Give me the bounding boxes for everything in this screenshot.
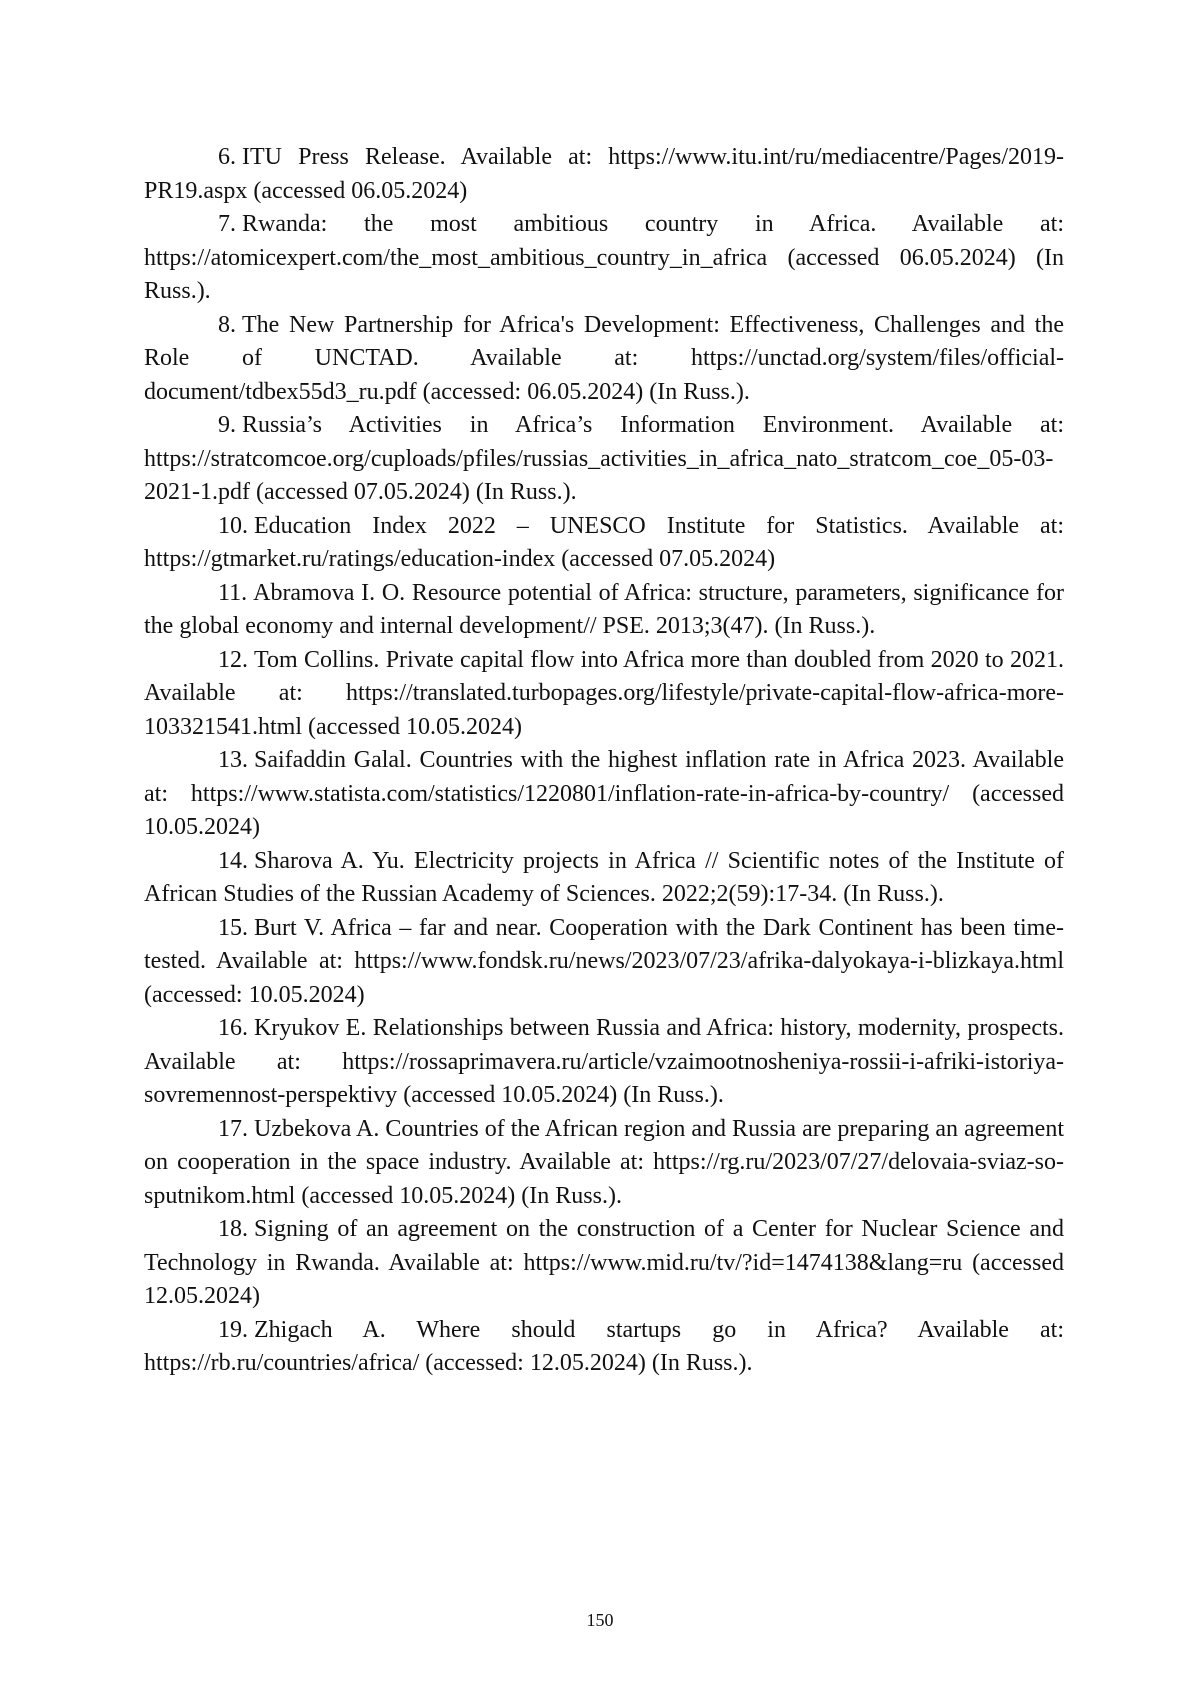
reference-item <box>144 208 1064 309</box>
reference-text: Education Index 2022 – UNESCO Institute for Statistics. Available at: https://gtmarket.ru/ratings/education-index (accessed 07.05.2024) <box>144 512 1064 572</box>
reference-item <box>144 1314 1064 1381</box>
reference-number: 19. <box>218 1316 248 1343</box>
reference-text: Russia’s Activities in Africa’s Information Environment. Available at: https://stratcomcoe.org/cuploads/pfiles/russias_activities_in_africa_nato_stratcom_coe_05-03-2021-1.pdf (accessed 07.05.2024) (In Russ.). <box>144 412 1064 505</box>
reference-text: Zhigach A. Where should startups go in Africa? Available at: https://rb.ru/countries/africa/ (accessed: 12.05.2024) (In Russ.). <box>144 1316 1064 1376</box>
reference-number: 17. <box>218 1115 248 1142</box>
reference-item <box>144 409 1064 510</box>
reference-item <box>144 141 1064 208</box>
reference-text: ITU Press Release. Available at: https://www.itu.int/ru/mediacentre/Pages/2019-PR19.aspx (accessed 06.05.2024) <box>144 144 1064 204</box>
reference-item <box>144 510 1064 577</box>
reference-number: 9. <box>218 412 236 438</box>
reference-number: 15. <box>218 914 248 941</box>
reference-item <box>144 1012 1064 1113</box>
reference-item <box>144 577 1064 644</box>
reference-number: 8. <box>218 311 236 338</box>
reference-number: 11. <box>218 579 248 606</box>
reference-text: Uzbekova A. Countries of the African region and Russia are preparing an agreement on cooperation in the space industry. Available at: https://rg.ru/2023/07/27/delovaia-sviaz-so-sputnikom.html (accessed 10.05.2024) (In Russ.). <box>144 1115 1064 1209</box>
reference-item <box>144 644 1064 745</box>
reference-text: The New Partnership for Africa's Development: Effectiveness, Challenges and the Role of UNCTAD. Available at: https://unctad.org/system/files/official-document/tdbex55d3_ru.pdf (accessed: 06.05.2024) (In Russ.). <box>144 311 1064 405</box>
reference-number: 16. <box>218 1015 248 1041</box>
reference-text: Sharova A. Yu. Electricity projects in Africa // Scientific notes of the Institute of African Studies of the Russian Academy of Sciences. 2022;2(59):17-34. (In Russ.). <box>144 847 1064 907</box>
reference-item <box>144 912 1064 1013</box>
reference-number: 6. <box>218 144 236 170</box>
reference-list <box>144 141 1064 1381</box>
reference-item <box>144 1213 1064 1314</box>
reference-text: Rwanda: the most ambitious country in Africa. Available at: https://atomicexpert.com/the_most_ambitious_country_in_africa (accessed 06.05.2024) (In Russ.). <box>144 211 1064 304</box>
reference-number: 7. <box>218 211 236 237</box>
reference-number: 12. <box>218 646 248 673</box>
reference-number: 14. <box>218 847 248 874</box>
reference-item <box>144 845 1064 912</box>
reference-text: Signing of an agreement on the construction of a Center for Nuclear Science and Technology in Rwanda. Available at: https://www.mid.ru/tv/?id=1474138&lang=ru (accessed 12.05.2024) <box>144 1216 1064 1309</box>
reference-text: Abramova I. O. Resource potential of Africa: structure, parameters, significance for the global economy and internal development// PSE. 2013;3(47). (In Russ.). <box>144 579 1064 639</box>
reference-number: 13. <box>218 747 248 773</box>
page-number: 150 <box>586 1610 614 1630</box>
reference-number: 18. <box>218 1216 248 1242</box>
reference-text: Tom Collins. Private capital flow into Africa more than doubled from 2020 to 2021. Available at: https://translated.turbopages.org/lifestyle/private-capital-flow-africa-more-103321541.html (accessed 10.05.2024) <box>144 646 1064 740</box>
reference-item <box>144 744 1064 845</box>
reference-text: Burt V. Africa – far and near. Cooperation with the Dark Continent has been time-tested. Available at: https://www.fondsk.ru/news/2023/07/23/afrika-dalyokaya-i-blizkaya.html (accessed: 10.05.2024) <box>144 914 1064 1008</box>
reference-item <box>144 309 1064 410</box>
reference-item <box>144 1113 1064 1214</box>
reference-text: Saifaddin Galal. Countries with the highest inflation rate in Africa 2023. Available at: https://www.statista.com/statistics/1220801/inflation-rate-in-africa-by-country/ (accessed 10.05.2024) <box>144 747 1064 840</box>
reference-text: Kryukov E. Relationships between Russia and Africa: history, modernity, prospects. Available at: https://rossaprimavera.ru/article/vzaimootnosheniya-rossii-i-afriki-istoriya-sovremennost-perspektivy (accessed 10.05.2024) (In Russ.). <box>144 1015 1064 1108</box>
reference-number: 10. <box>218 512 248 539</box>
